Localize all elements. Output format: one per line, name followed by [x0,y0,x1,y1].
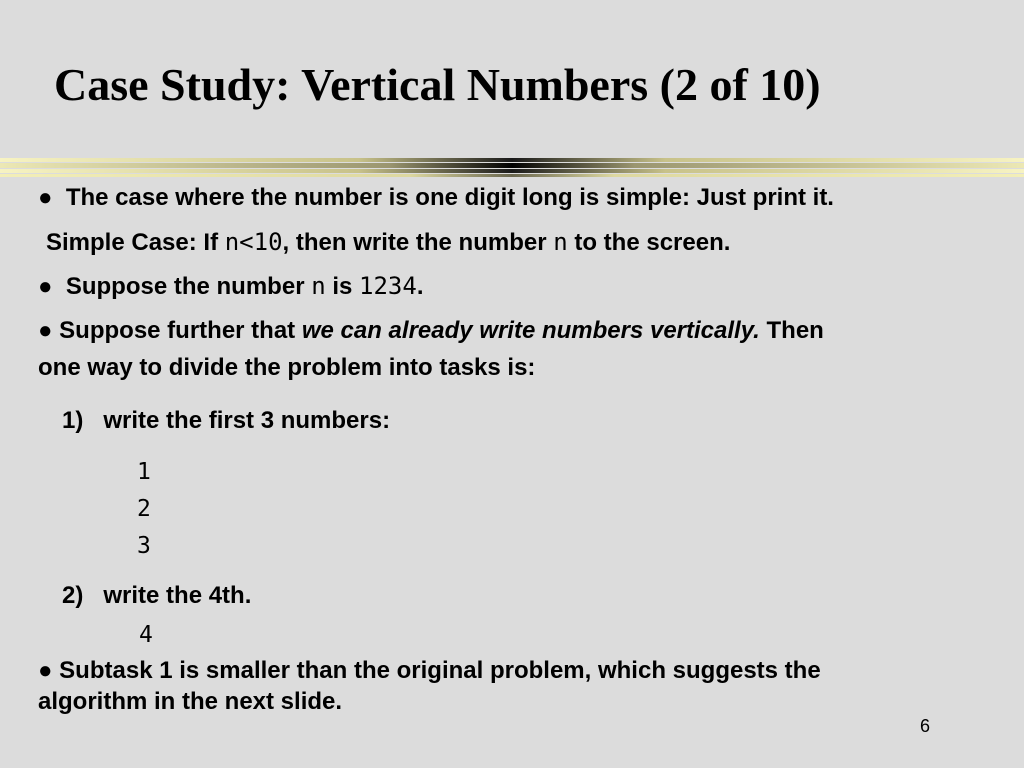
bullet-continuation: algorithm in the next slide. [38,688,343,715]
output-digit: 3 [137,533,151,559]
bullet-continuation: one way to divide the problem into tasks is: [38,354,536,381]
bullet-text: The case where the number is one digit long is simple: Just print it. [65,184,834,211]
emphasis-text: we can already write numbers vertically. [301,317,760,344]
output-digit: 1 [137,459,151,485]
bullet-icon: ● [38,317,53,344]
code-text: n [311,272,326,300]
step-item [62,407,390,436]
step-text: write the 4th. [103,582,252,609]
bullet-item [38,184,834,213]
title-divider-line [0,169,1024,173]
simple-case-line: Simple Case: If n<10, then write the number n to the screen. [46,228,731,256]
output-digit: 4 [139,622,153,648]
bullet-item: ● Suppose the number n is 1234. [38,272,424,300]
bullet-icon: ● [38,184,53,211]
page-number: 6 [920,716,931,736]
step-item [62,582,251,611]
step-number: 1) [62,407,84,434]
step-text: write the first 3 numbers: [103,407,391,434]
output-digit: 2 [137,496,151,522]
step-number: 2) [62,582,84,609]
slide-title: Case Study: Vertical Numbers (2 of 10) [54,59,821,110]
code-text: 1234 [359,272,417,300]
bullet-item: ● Suppose further that we can already write numbers vertically. Then [38,317,824,344]
title-divider-line [0,174,1024,177]
title-divider-line [0,158,1024,162]
bullet-icon: ● [38,273,53,300]
bullet-icon: ● [38,657,53,684]
code-text: n<10 [224,228,283,256]
code-text: n [553,228,568,256]
bullet-item: ● Subtask 1 is smaller than the original problem, which suggests the [38,657,821,684]
title-divider-line [0,163,1024,168]
